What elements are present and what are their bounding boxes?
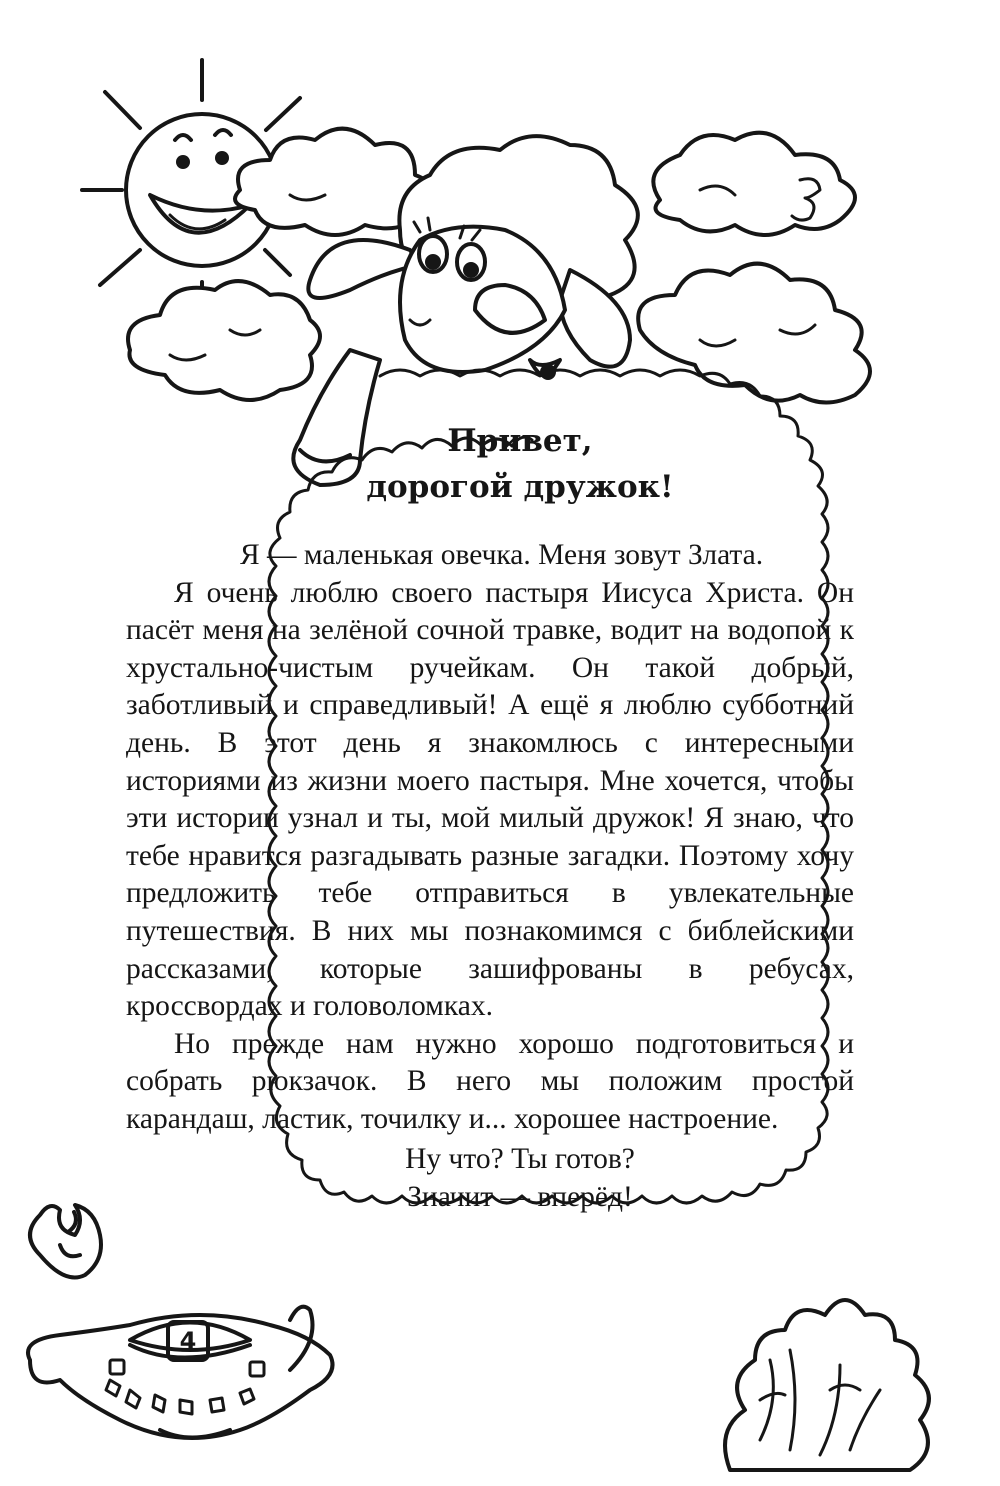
story-text: [126, 537, 854, 1139]
oil-lamp-icon: [28, 1205, 333, 1438]
heading-line-2: дорогой дружок!: [366, 469, 674, 505]
closing-line-2: Значит — вперёд!: [407, 1181, 633, 1213]
paragraph-1: Я — маленькая овечка. Меня зовут Злата.: [240, 539, 764, 571]
paragraph-3: Но прежде нам нужно хорошо подготовиться и собрать рюкзачок. В него мы положим простой карандаш, ластик, точилку и... хорошее настроение.: [126, 1027, 854, 1135]
greeting-heading: [300, 418, 740, 510]
closing-text: [300, 1140, 740, 1216]
cloud-icon: [653, 133, 855, 235]
page-number: 4: [179, 1327, 197, 1355]
closing-line-1: Ну что? Ты готов?: [405, 1143, 635, 1175]
paragraph-2: Я очень люблю своего пастыря Иисуса Христа. Он пасёт меня на зелёной сочной травке, водит на водопой к хрустально-чистым ручейкам. Он такой добрый, заботливый и справедливый! А ещё я люблю субботний день. В этот день я знакомлюсь с интересными историями из жизни моего пастыря. Мне хочется, чтобы эти истории узнал и ты, мой милый дружок! Я знаю, что тебе нравится разгадывать разные загадки. Поэтому хочу предложить тебе отправиться в увлекательные путешествия. В них мы познакомимся с библейскими рассказами, которые зашифрованы в ребусах, кроссвордах и головоломках.: [126, 576, 854, 1023]
cloud-icon: [638, 264, 870, 403]
cloud-icon: [128, 281, 320, 400]
bush-icon: [725, 1300, 929, 1470]
heading-line-1: Привет,: [447, 423, 593, 459]
